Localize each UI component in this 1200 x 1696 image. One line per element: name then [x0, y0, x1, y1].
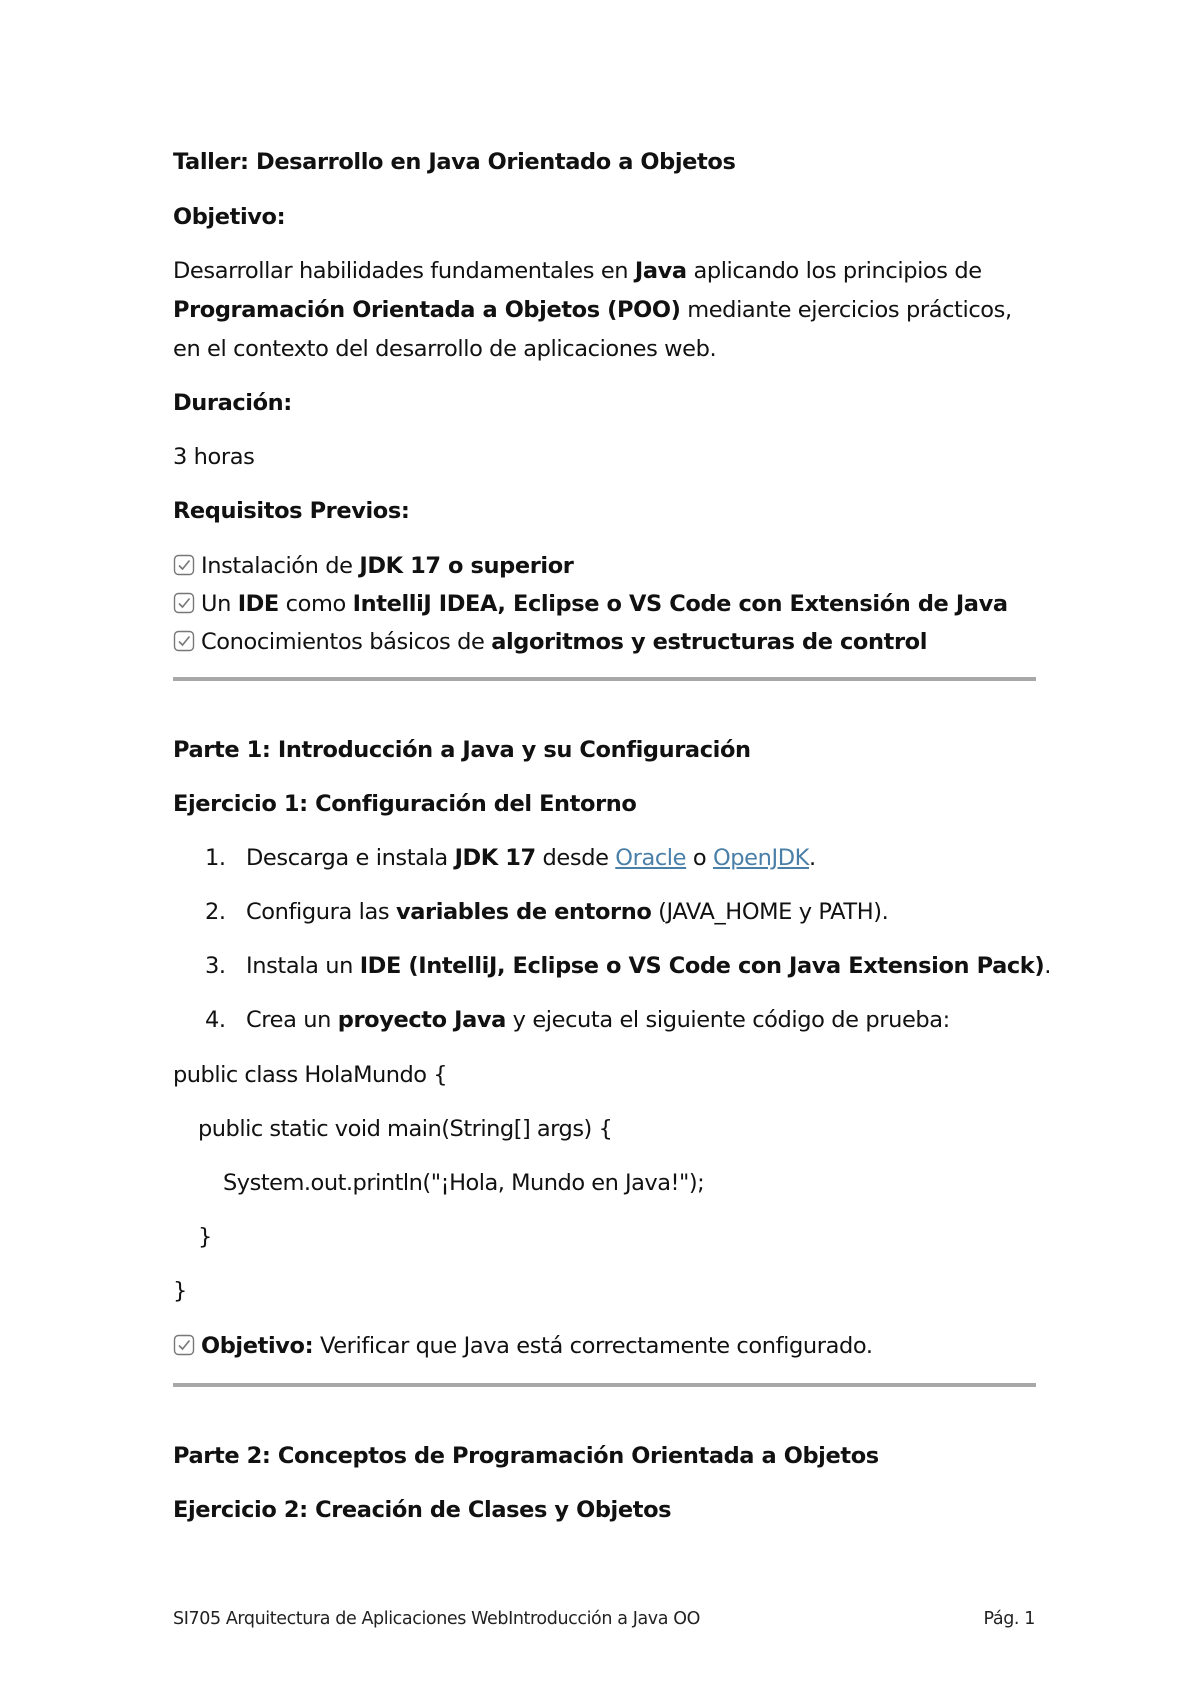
- text: Descarga e instala: [246, 845, 455, 871]
- horizontal-divider: [173, 677, 1036, 681]
- code-line: }: [198, 1224, 212, 1250]
- openjdk-link[interactable]: OpenJDK: [712, 845, 809, 871]
- text: Instalación de: [201, 553, 360, 579]
- text-bold: IDE (IntelliJ, Eclipse o VS Code con Java Extension Pack): [359, 953, 1045, 979]
- page-number: Pág. 1: [983, 1609, 1035, 1629]
- text: desde: [535, 845, 616, 871]
- text: .: [1044, 953, 1052, 979]
- objetivo-heading: Objetivo:: [173, 204, 286, 230]
- oracle-link[interactable]: Oracle: [615, 845, 687, 871]
- code-line: }: [173, 1278, 187, 1304]
- text: Crea un: [246, 1007, 338, 1033]
- ejercicio2-heading: Ejercicio 2: Creación de Clases y Objetos: [173, 1497, 672, 1523]
- code-line: System.out.println("¡Hola, Mundo en Java!");: [223, 1170, 705, 1196]
- document-title: Taller: Desarrollo en Java Orientado a Objetos: [173, 149, 736, 175]
- requisitos-heading: Requisitos Previos:: [173, 498, 410, 524]
- text: Verificar que Java está correctamente configurado.: [313, 1333, 873, 1359]
- check-icon: [173, 630, 195, 652]
- duracion-value: 3 horas: [173, 444, 255, 470]
- text: (JAVA_HOME y PATH).: [651, 899, 889, 925]
- list-number: 2.: [205, 899, 226, 925]
- parte1-heading: Parte 1: Introducción a Java y su Configuración: [173, 737, 751, 763]
- text: Configura las: [246, 899, 396, 925]
- text: como: [278, 591, 353, 617]
- ejercicio1-heading: Ejercicio 1: Configuración del Entorno: [173, 791, 637, 817]
- list-number: 1.: [205, 845, 226, 871]
- list-item: [246, 843, 816, 873]
- text-bold: proyecto Java: [337, 1007, 506, 1033]
- footer-title: SI705 Arquitectura de Aplicaciones WebIntroducción a Java OO: [173, 1609, 700, 1629]
- parte2-heading: Parte 2: Conceptos de Programación Orientada a Objetos: [173, 1443, 879, 1469]
- code-line: public class HolaMundo {: [173, 1062, 448, 1088]
- text: y ejecuta el siguiente código de prueba:: [505, 1007, 950, 1033]
- horizontal-divider: [173, 1383, 1036, 1387]
- check-icon: [173, 1334, 195, 1356]
- text-bold: JDK 17: [454, 845, 536, 871]
- text-bold: Objetivo:: [201, 1333, 314, 1359]
- list-item: [246, 897, 888, 927]
- text-bold: IDE: [237, 591, 279, 617]
- objetivo-line-2: [173, 295, 1012, 325]
- text: Instala un: [246, 953, 360, 979]
- text: aplicando los principios de: [686, 258, 982, 284]
- code-line: public static void main(String[] args) {: [198, 1116, 613, 1142]
- duracion-heading: Duración:: [173, 390, 292, 416]
- text: Conocimientos básicos de: [201, 629, 492, 655]
- list-item: [246, 951, 1051, 981]
- check-icon: [173, 592, 195, 614]
- list-item: [246, 1005, 950, 1035]
- objetivo-note: [173, 1331, 873, 1361]
- text: mediante ejercicios prácticos,: [680, 297, 1012, 323]
- text-bold: Java: [634, 258, 687, 284]
- text-bold: algoritmos y estructuras de control: [491, 629, 928, 655]
- text: Un: [201, 591, 238, 617]
- text-bold: Programación Orientada a Objetos (POO): [173, 297, 681, 323]
- objetivo-line-1: [173, 256, 982, 286]
- list-number: 3.: [205, 953, 226, 979]
- text-bold: IntelliJ IDEA, Eclipse o VS Code con Extensión de Java: [352, 591, 1008, 617]
- requisito-item: [173, 627, 927, 657]
- objetivo-line-3: en el contexto del desarrollo de aplicaciones web.: [173, 336, 717, 362]
- text-bold: JDK 17 o superior: [359, 553, 574, 579]
- requisito-item: [173, 551, 573, 581]
- requisito-item: [173, 589, 1008, 619]
- check-icon: [173, 554, 195, 576]
- text-bold: variables de entorno: [395, 899, 652, 925]
- text: Desarrollar habilidades fundamentales en: [173, 258, 635, 284]
- list-number: 4.: [205, 1007, 226, 1033]
- text: .: [809, 845, 816, 871]
- text: o: [686, 845, 713, 871]
